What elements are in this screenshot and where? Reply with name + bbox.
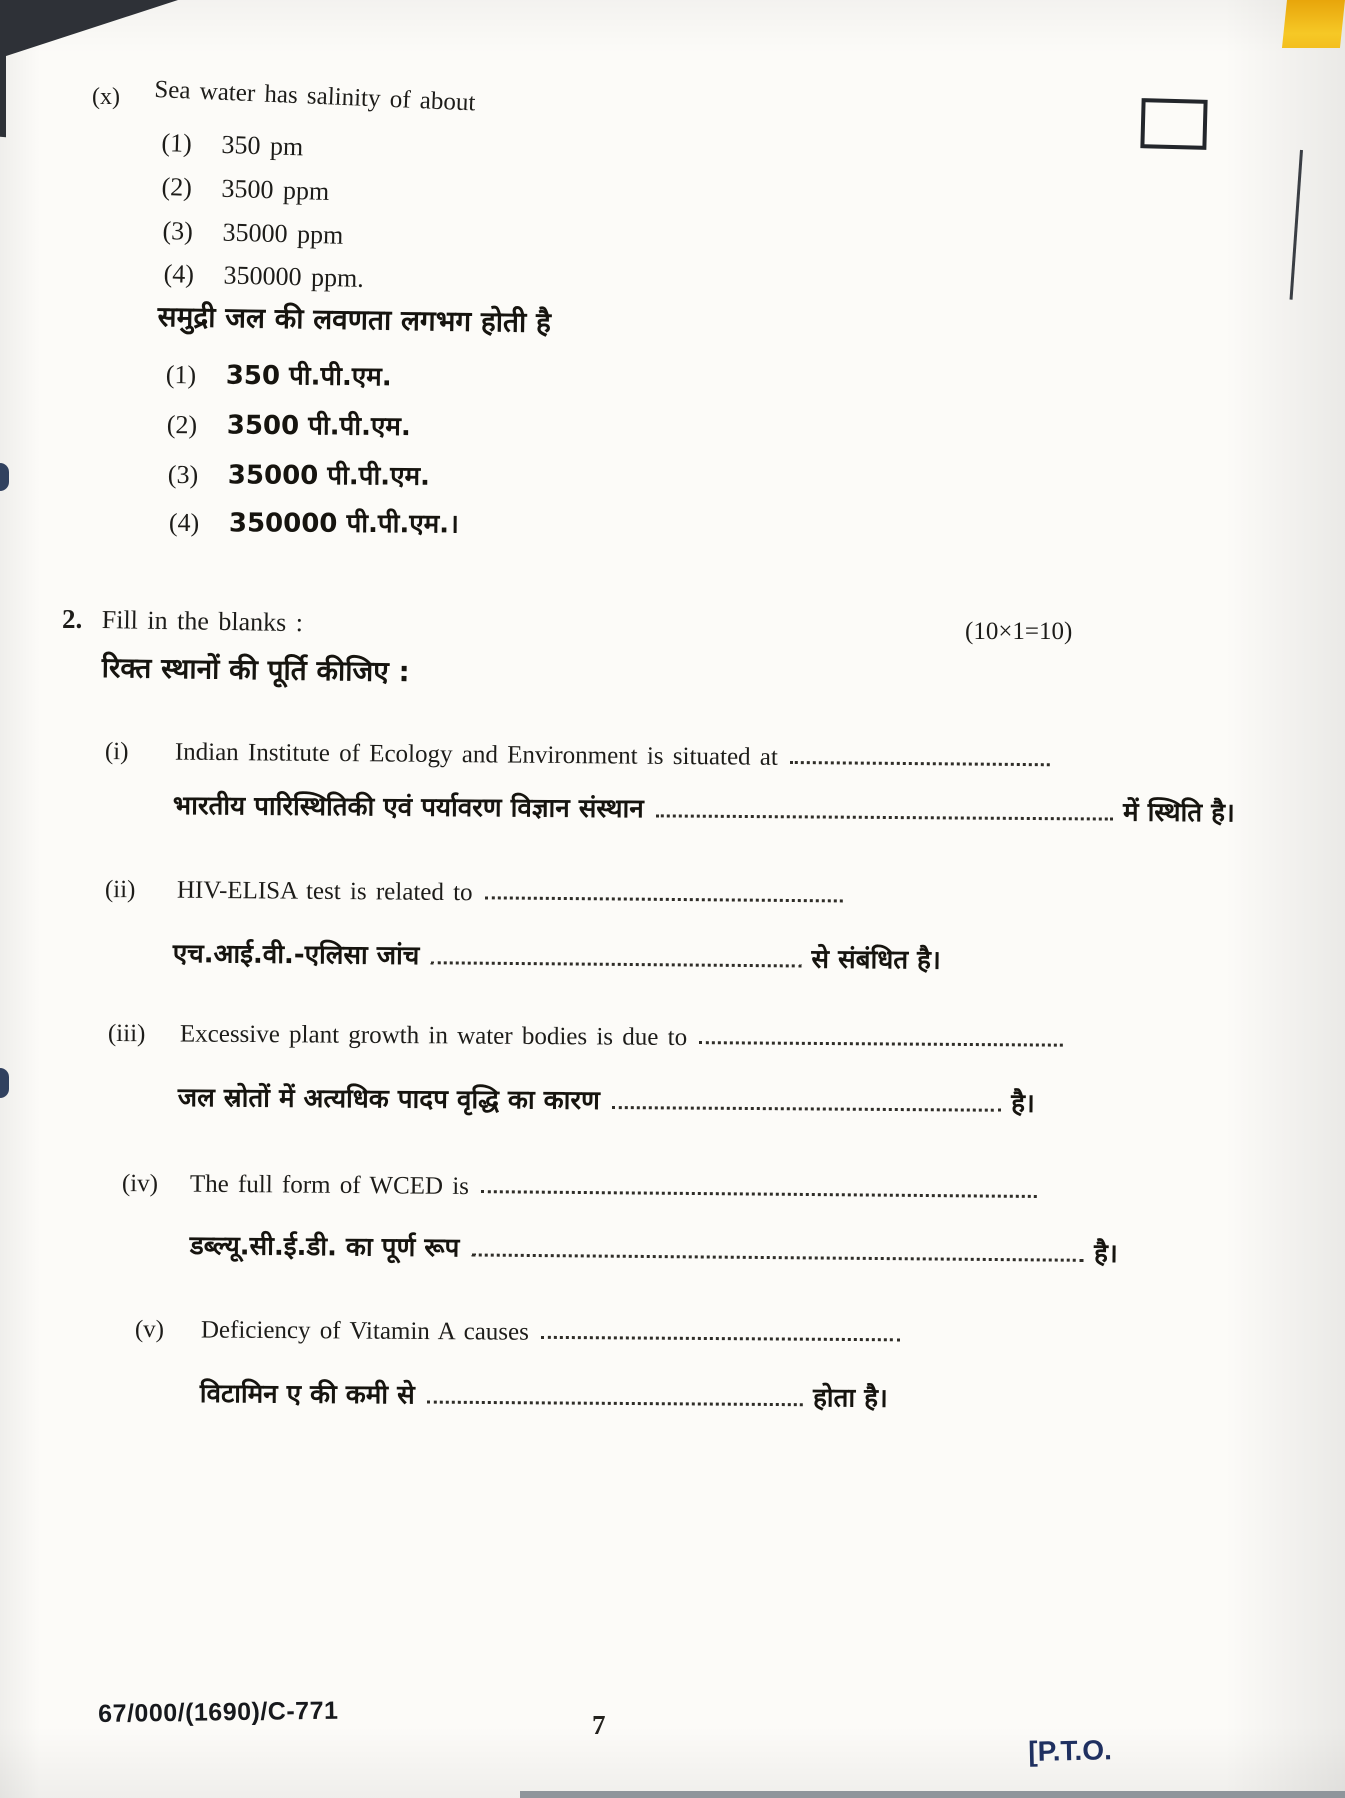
- option-row: [161, 128, 502, 169]
- blank-dotted-line: [656, 812, 1113, 820]
- option-label: 35000 पी.पी.एम.: [227, 460, 431, 492]
- scan-bottom-edge: [520, 1791, 1345, 1798]
- blank-dotted-line: [790, 759, 1050, 766]
- option-label: 350 पी.पी.एम.: [225, 360, 392, 393]
- yellow-corner-sticker: [1282, 0, 1345, 48]
- option-label: 350000 पी.पी.एम.।: [228, 508, 459, 540]
- question-2-marks: (10×1=10): [965, 618, 1073, 645]
- fill-item-hi: [200, 1374, 888, 1415]
- scan-corner-shadow: [0, 0, 178, 58]
- option-label: 350 pm: [221, 129, 304, 162]
- option-number: (3): [167, 459, 199, 490]
- blank-dotted-line: [699, 1039, 1063, 1047]
- blank-dotted-line: [427, 1399, 803, 1407]
- item-text: एच.आई.वी.-एलिसा जांच: [172, 938, 420, 972]
- option-label: 350000 ppm.: [223, 260, 365, 293]
- blank-dotted-line: [541, 1334, 900, 1342]
- question-2-title-hi: रिक्त स्थानों की पूर्ति कीजिए :: [101, 650, 410, 689]
- fill-item-hi: [173, 934, 941, 977]
- blank-dotted-line: [481, 1188, 1037, 1198]
- option-number: (3): [162, 216, 194, 246]
- option-number: (4): [168, 507, 200, 538]
- item-text: जल स्रोतों में अत्यधिक पादप वृद्धि का कारण: [177, 1082, 600, 1116]
- item-text: भारतीय पारिस्थितिकी एवं पर्यावरण विज्ञान संस्थान: [172, 790, 644, 825]
- punch-hole-mark: [0, 463, 9, 491]
- question-2-title-en: Fill in the blanks :: [101, 605, 304, 638]
- item-text: HIV-ELISA test is related to: [176, 876, 473, 907]
- fill-item-hi: [178, 1078, 1035, 1120]
- option-row: [166, 355, 586, 395]
- punch-hole-mark: [0, 1068, 9, 1098]
- option-row: [163, 259, 504, 297]
- fill-item-en: [105, 876, 853, 911]
- item-number: (iii): [107, 1020, 146, 1048]
- item-number: (ii): [104, 876, 136, 904]
- item-text: Deficiency of Vitamin A causes: [200, 1316, 530, 1346]
- item-text: The full form of WCED is: [189, 1170, 470, 1201]
- option-label: 35000 ppm: [222, 217, 344, 250]
- item-tail: है।: [1011, 1088, 1035, 1119]
- option-number: (4): [163, 259, 195, 289]
- item-number: (i): [104, 738, 129, 766]
- blank-dotted-line: [612, 1104, 1001, 1112]
- question-x-text-hi: समुद्री जल की लवणता लगभग होती है: [157, 299, 552, 340]
- question-x-text-en: Sea water has salinity of about: [153, 76, 476, 117]
- option-label: 3500 ppm: [221, 173, 330, 206]
- fill-item-en: [135, 1316, 910, 1349]
- blank-dotted-line: [431, 959, 801, 967]
- option-number: (2): [161, 172, 193, 202]
- item-tail: में स्थिति है।: [1122, 797, 1235, 829]
- item-text: विटामिन ए की कमी से: [199, 1378, 415, 1411]
- item-text: Excessive plant growth in water bodies is due to: [179, 1020, 688, 1052]
- blank-dotted-line: [471, 1251, 1084, 1261]
- item-tail: होता है।: [812, 1383, 888, 1414]
- item-number: (v): [134, 1316, 165, 1344]
- question-2-number: 2.: [62, 604, 83, 634]
- pto-label: [P.T.O.: [1028, 1734, 1113, 1767]
- item-text: डब्ल्यू.सी.ई.डी. का पूर्ण रूप: [189, 1230, 460, 1264]
- paper-code: 67/000/(1690)/C-771: [98, 1696, 339, 1728]
- fill-item-en: [108, 1020, 1073, 1055]
- scan-edge-mark: [0, 52, 6, 137]
- option-row: [167, 405, 587, 445]
- item-tail: से संबंधित है।: [811, 944, 941, 976]
- blank-dotted-line: [485, 894, 843, 902]
- option-label: 3500 पी.पी.एम.: [226, 410, 411, 443]
- option-number: (1): [165, 359, 197, 390]
- scan-crease-line: [1290, 150, 1303, 300]
- answer-checkbox: [1140, 98, 1207, 150]
- item-text: Indian Institute of Ecology and Environment is situated at: [174, 738, 779, 771]
- option-row: [168, 455, 588, 494]
- option-row: [162, 216, 503, 255]
- option-row: [169, 503, 589, 541]
- option-number: (1): [161, 128, 193, 158]
- fill-item-en: [122, 1170, 1047, 1206]
- item-tail: है।: [1093, 1238, 1118, 1270]
- fill-item-hi: [190, 1226, 1118, 1270]
- option-row: [161, 172, 502, 212]
- question-x-number: (x): [92, 84, 120, 110]
- fill-item-hi: [173, 786, 1235, 829]
- page-number: 7: [592, 1710, 606, 1740]
- fill-item-en: [105, 738, 1060, 774]
- item-number: (iv): [121, 1170, 159, 1198]
- option-number: (2): [166, 409, 198, 440]
